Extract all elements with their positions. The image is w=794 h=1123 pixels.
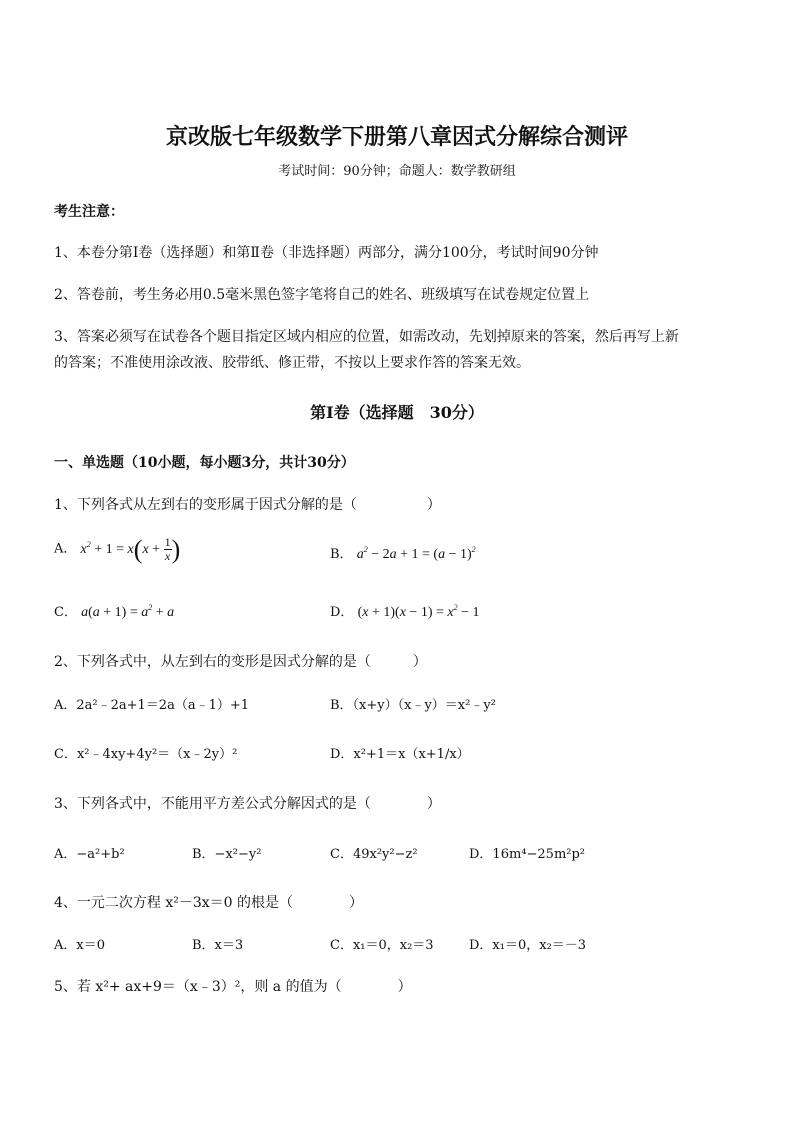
note-item-1: 1、本卷分第Ⅰ卷（选择题）和第Ⅱ卷（非选择题）两部分，满分100分，考试时间90分钟	[54, 245, 599, 261]
question-1-option-b	[330, 543, 476, 563]
question-4-option-b: B．x＝3	[192, 938, 244, 953]
question-2-option-b: B．（x+y）（x﹣y）＝x²﹣y²	[330, 698, 496, 713]
formula: $a^2 - 2a + 1 = (a - 1)^2$	[356, 545, 476, 562]
formula: $x^2 + 1 = x(x$ + $\frac{1}{x}$ )	[80, 534, 181, 564]
formula: $a(a + 1) = a^2 + a$	[81, 603, 175, 620]
question-3-option-d: D．16m⁴−25m²p²	[469, 847, 586, 862]
question-4-option-a: A．x＝0	[54, 938, 105, 953]
question-5-stem: 5、若 x²+ ax+9＝（x﹣3）²，则 a 的值为（ ）	[54, 979, 412, 995]
question-4-option-c: C．x₁＝0，x₂＝3	[330, 938, 434, 953]
question-2-option-c: C．x²﹣4xy+4y²＝（x﹣2y）²	[54, 747, 238, 762]
question-2-option-d: D．x²+1＝x（x+1/x）	[330, 747, 470, 762]
page-title: 京改版七年级数学下册第八章因式分解综合测评	[165, 124, 628, 150]
question-4-option-d: D．x₁＝0，x₂＝－3	[469, 938, 587, 953]
formula: $(x + 1)(x - 1) = x^2 - 1$	[357, 603, 480, 620]
question-1-option-a	[54, 536, 180, 563]
option-label: A．	[54, 541, 77, 557]
question-1-option-d	[330, 601, 480, 621]
section-title: 第Ⅰ卷（选择题 30分）	[310, 403, 484, 422]
option-label: C．	[54, 605, 77, 620]
notes-heading: 考生注意：	[54, 204, 124, 220]
question-3-option-c: C．49x²y²−z²	[330, 847, 418, 862]
question-1-stem: 1、下列各式从左到右的变形属于因式分解的是（ ）	[54, 497, 441, 513]
option-label: D．	[330, 605, 354, 620]
option-label: B．	[330, 547, 353, 562]
note-item-3-cont: 的答案；不准使用涂改液、胶带纸、修正带，不按以上要求作答的答案无效。	[54, 355, 530, 371]
question-3-option-a: A．−a²+b²	[54, 847, 125, 862]
question-3-stem: 3、下列各式中，不能用平方差公式分解因式的是（ ）	[54, 796, 441, 812]
note-item-2: 2、答卷前，考生务必用0.5毫米黑色签字笔将自己的姓名、班级填写在试卷规定位置上	[54, 287, 590, 303]
question-3-option-b: B．−x²−y²	[192, 847, 262, 862]
part-heading: 一、单选题（10小题，每小题3分，共计30分）	[54, 455, 355, 471]
question-2-option-a: A．2a²﹣2a+1＝2a（a﹣1）+1	[54, 698, 250, 713]
question-4-stem: 4、一元二次方程 x²－3x＝0 的根是（ ）	[54, 895, 364, 911]
exam-info: 考试时间：90分钟；命题人：数学教研组	[278, 164, 516, 179]
question-2-stem: 2、下列各式中，从左到右的变形是因式分解的是（ ）	[54, 654, 427, 670]
note-item-3: 3、答案必须写在试卷各个题目指定区域内相应的位置，如需改动，先划掉原来的答案，然后再写上新	[54, 329, 679, 345]
question-1-option-c	[54, 601, 174, 621]
